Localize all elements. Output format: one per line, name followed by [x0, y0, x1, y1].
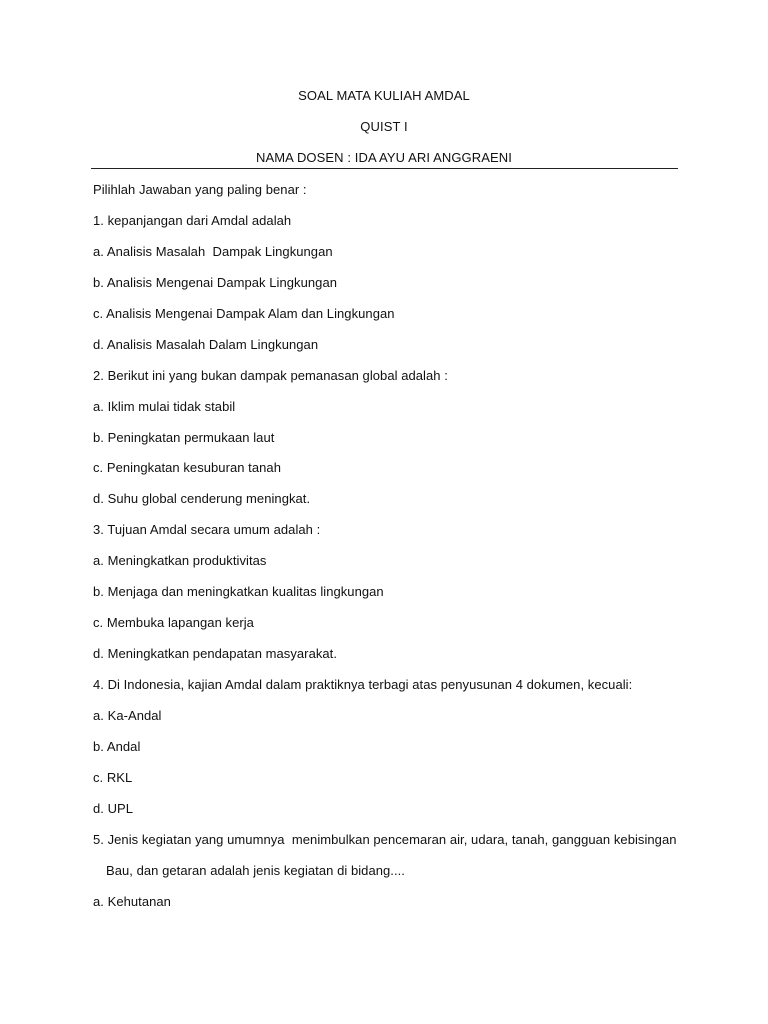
question-3-option-c: c. Membuka lapangan kerja: [93, 615, 254, 630]
question-2-option-c: c. Peningkatan kesuburan tanah: [93, 460, 281, 475]
document-title: SOAL MATA KULIAH AMDAL: [298, 88, 470, 103]
question-4-option-c: c. RKL: [93, 770, 133, 785]
question-5: 5. Jenis kegiatan yang umumnya menimbulkan pencemaran air, udara, tanah, gangguan kebisingan: [93, 832, 677, 847]
question-1-option-b: b. Analisis Mengenai Dampak Lingkungan: [93, 275, 337, 290]
question-4-option-d: d. UPL: [93, 801, 134, 816]
question-3-option-a: a. Meningkatkan produktivitas: [93, 553, 267, 568]
question-1-option-a: a. Analisis Masalah Dampak Lingkungan: [93, 244, 333, 259]
header-divider: [91, 168, 678, 169]
question-3: 3. Tujuan Amdal secara umum adalah :: [93, 522, 321, 537]
question-4-option-a: a. Ka-Andal: [93, 708, 162, 723]
document-subtitle: QUIST I: [360, 119, 408, 134]
question-5-continued: Bau, dan getaran adalah jenis kegiatan di bidang....: [106, 863, 405, 878]
question-2-option-d: d. Suhu global cenderung meningkat.: [93, 491, 311, 506]
question-2-option-b: b. Peningkatan permukaan laut: [93, 430, 275, 445]
question-2: 2. Berikut ini yang bukan dampak pemanasan global adalah :: [93, 368, 448, 383]
question-4-option-b: b. Andal: [93, 739, 141, 754]
question-1: 1. kepanjangan dari Amdal adalah: [93, 213, 292, 228]
question-4: 4. Di Indonesia, kajian Amdal dalam praktiknya terbagi atas penyusunan 4 dokumen, kecuali:: [93, 677, 633, 692]
question-1-option-d: d. Analisis Masalah Dalam Lingkungan: [93, 337, 319, 352]
lecturer-name: NAMA DOSEN : IDA AYU ARI ANGGRAENI: [255, 150, 512, 165]
question-5-option-a: a. Kehutanan: [93, 894, 171, 909]
question-3-option-d: d. Meningkatkan pendapatan masyarakat.: [93, 646, 337, 661]
instruction-text: Pilihlah Jawaban yang paling benar :: [93, 182, 307, 197]
question-1-option-c: c. Analisis Mengenai Dampak Alam dan Lingkungan: [93, 306, 395, 321]
question-2-option-a: a. Iklim mulai tidak stabil: [93, 399, 236, 414]
question-3-option-b: b. Menjaga dan meningkatkan kualitas lingkungan: [93, 584, 384, 599]
